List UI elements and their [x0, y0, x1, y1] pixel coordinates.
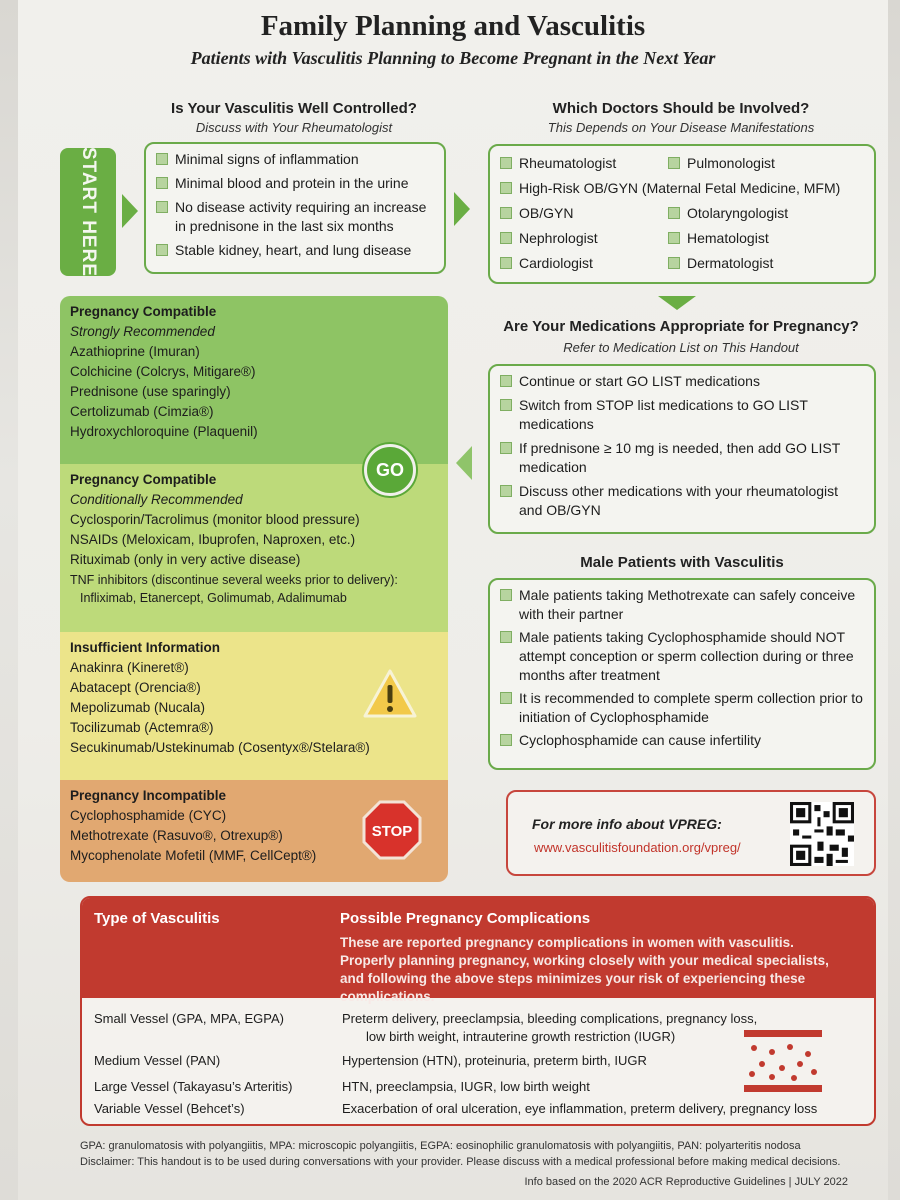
checklist-item: Continue or start GO LIST medications — [500, 372, 864, 391]
checkbox-icon — [500, 399, 512, 411]
doctor-item: Rheumatologist — [500, 154, 668, 173]
medications-heading: Are Your Medications Appropriate for Pregnancy? — [503, 318, 859, 335]
checkbox-icon — [500, 734, 512, 746]
list-qualifier: Conditionally Recommended — [70, 492, 243, 507]
checkbox-icon — [156, 153, 168, 165]
doctor-item: OB/GYN — [500, 204, 668, 223]
vpreg-info-box — [506, 790, 876, 876]
checkbox-icon — [156, 177, 168, 189]
vasculitis-type: Small Vessel (GPA, MPA, EGPA) — [94, 1011, 284, 1026]
table-header — [82, 898, 874, 1004]
list-title: Pregnancy Compatible — [70, 472, 217, 487]
list-item: Tocilizumab (Actemra®) — [70, 720, 214, 735]
go-badge: GO — [364, 444, 416, 496]
list-item: NSAIDs (Meloxicam, Ibuprofen, Naproxen, etc.) — [70, 532, 356, 547]
list-item: Mycophenolate Mofetil (MMF, CellCept®) — [70, 848, 317, 863]
medications-checklist — [488, 364, 876, 534]
list-title: Pregnancy Compatible — [70, 304, 217, 319]
doctor-item: Pulmonologist — [668, 154, 864, 173]
doctor-item: Hematologist — [668, 229, 864, 248]
list-title: Pregnancy Incompatible — [70, 788, 227, 803]
arrow-right-icon — [454, 192, 470, 226]
checkbox-icon — [500, 207, 512, 219]
checkbox-icon — [500, 232, 512, 244]
arrow-left-icon — [456, 446, 472, 480]
checkbox-icon — [500, 589, 512, 601]
checkbox-icon — [500, 631, 512, 643]
checkbox-icon — [500, 182, 512, 194]
doctor-item: Cardiologist — [500, 254, 668, 273]
list-item: Cyclophosphamide (CYC) — [70, 808, 227, 823]
checklist-item: Discuss other medications with your rheumatologist and OB/GYN — [500, 482, 864, 520]
checklist-item: Stable kidney, heart, and lung disease — [156, 241, 434, 260]
column-header: Type of Vasculitis — [94, 910, 220, 927]
medications-subheading: Refer to Medication List on This Handout — [563, 340, 799, 355]
handout-page — [18, 0, 888, 1200]
table-description: These are reported pregnancy complications in women with vasculitis. Properly planning pregnancy, working closely with your medical specialists, and following the above steps minimizes your risk of experiencing these complications. — [340, 935, 829, 1004]
checklist-item: No disease activity requiring an increase in prednisone in the last six months — [156, 198, 434, 236]
list-qualifier: Strongly Recommended — [70, 324, 215, 339]
complication-text: HTN, preeclampsia, IUGR, low birth weight — [342, 1079, 590, 1094]
source-note: Info based on the 2020 ACR Reproductive Guidelines | JULY 2022 — [524, 1176, 848, 1188]
complication-text: low birth weight, intrauterine growth restriction (IUGR) — [366, 1029, 676, 1044]
checklist-item: Minimal signs of inflammation — [156, 150, 434, 169]
list-title: Insufficient Information — [70, 640, 220, 655]
checklist-item: Switch from STOP list medications to GO LIST medications — [500, 396, 864, 434]
controlled-subheading: Discuss with Your Rheumatologist — [195, 120, 393, 135]
disclaimer: Disclaimer: This handout is to be used during conversations with your provider. Please discuss with a medical professional before making medical decisions. — [80, 1156, 841, 1168]
list-item: Rituximab (only in very active disease) — [70, 552, 301, 567]
checklist-item: If prednisone ≥ 10 mg is needed, then add GO LIST medication — [500, 439, 864, 477]
checklist-item: Male patients taking Methotrexate can safely conceive with their partner — [500, 586, 864, 624]
doctors-subheading: This Depends on Your Disease Manifestations — [547, 120, 815, 135]
list-item: Mepolizumab (Nucala) — [70, 700, 206, 715]
checkbox-icon — [668, 207, 680, 219]
qr-code-icon[interactable] — [790, 802, 854, 866]
checkbox-icon — [668, 232, 680, 244]
page-title: Family Planning and Vasculitis — [260, 10, 646, 42]
arrow-right-icon — [122, 194, 138, 228]
doctors-checklist — [488, 144, 876, 284]
list-item: Infliximab, Etanercept, Golimumab, Adalimumab — [80, 591, 347, 605]
complication-text: Hypertension (HTN), proteinuria, preterm birth, IUGR — [342, 1053, 647, 1068]
list-item: Hydroxychloroquine (Plaquenil) — [70, 424, 258, 439]
checklist-item: It is recommended to complete sperm collection prior to initiation of Cyclophosphamide — [500, 689, 864, 727]
list-item: Cyclosporin/Tacrolimus (monitor blood pressure) — [70, 512, 360, 527]
list-item: Abatacept (Orencia®) — [70, 680, 201, 695]
checkbox-icon — [668, 157, 680, 169]
list-item: TNF inhibitors (discontinue several weeks prior to delivery): — [70, 573, 398, 587]
doctors-grid — [500, 154, 864, 273]
checklist-item: Minimal blood and protein in the urine — [156, 174, 434, 193]
stop-label: STOP — [371, 823, 413, 840]
list-item: Methotrexate (Rasuvo®, Otrexup®) — [70, 828, 283, 843]
complication-text: Exacerbation of oral ulceration, eye inflammation, preterm delivery, pregnancy loss — [342, 1101, 818, 1116]
start-here-tab — [60, 148, 116, 276]
vasculitis-type: Variable Vessel (Behcet’s) — [94, 1101, 245, 1116]
page-subtitle: Patients with Vasculitis Planning to Become Pregnant in the Next Year — [190, 48, 716, 68]
male-checklist — [488, 578, 876, 770]
list-item: Certolizumab (Cimzia®) — [70, 404, 214, 419]
checkbox-icon — [156, 244, 168, 256]
doctor-item: Nephrologist — [500, 229, 668, 248]
pregnancy-compatible-strong — [60, 296, 448, 464]
stop-sign-icon — [362, 800, 422, 860]
arrow-down-icon — [658, 296, 696, 310]
checkbox-icon — [668, 257, 680, 269]
controlled-heading: Is Your Vasculitis Well Controlled? — [171, 100, 417, 117]
checkbox-icon — [500, 485, 512, 497]
doctor-item: Dermatologist — [668, 254, 864, 273]
controlled-checklist — [144, 142, 446, 274]
checkbox-icon — [500, 375, 512, 387]
warning-icon — [362, 668, 418, 720]
column-header: Possible Pregnancy Complications — [340, 910, 591, 927]
list-item: Anakinra (Kineret®) — [70, 660, 189, 675]
abbreviations-note: GPA: granulomatosis with polyangiitis, MPA: microscopic polyangiitis, EGPA: eosinophilic granulomatosis with polyangiitis, PAN: polyarteritis nodosa — [80, 1140, 801, 1152]
complications-table — [80, 896, 876, 1126]
vasculitis-type: Medium Vessel (PAN) — [94, 1053, 221, 1068]
checkbox-icon — [156, 201, 168, 213]
list-item: Colchicine (Colcrys, Mitigare®) — [70, 364, 256, 379]
doctors-heading: Which Doctors Should be Involved? — [552, 100, 810, 117]
vpreg-text: For more info about VPREG: — [532, 816, 722, 832]
start-here-label: START HERE — [78, 147, 99, 277]
vasculitis-type: Large Vessel (Takayasu’s Arteritis) — [94, 1079, 293, 1094]
checkbox-icon — [500, 157, 512, 169]
checkbox-icon — [500, 442, 512, 454]
checklist-item: Male patients taking Cyclophosphamide should NOT attempt conception or sperm collection during or three months after treatment — [500, 628, 864, 685]
blood-vessel-icon — [744, 1030, 822, 1092]
complication-text: Preterm delivery, preeclampsia, bleeding complications, pregnancy loss, — [342, 1011, 758, 1026]
checkbox-icon — [500, 692, 512, 704]
vpreg-link[interactable]: www.vasculitisfoundation.org/vpreg/ — [534, 840, 741, 855]
list-item: Secukinumab/Ustekinumab (Cosentyx®/Stelara®) — [70, 740, 370, 755]
list-item: Prednisone (use sparingly) — [70, 384, 231, 399]
doctor-item: Otolaryngologist — [668, 204, 864, 223]
checkbox-icon — [500, 257, 512, 269]
checklist-item: Cyclophosphamide can cause infertility — [500, 731, 864, 750]
list-item: Azathioprine (Imuran) — [70, 344, 200, 359]
doctor-item: High-Risk OB/GYN (Maternal Fetal Medicine, MFM) — [500, 179, 864, 198]
male-heading: Male Patients with Vasculitis — [580, 554, 784, 571]
